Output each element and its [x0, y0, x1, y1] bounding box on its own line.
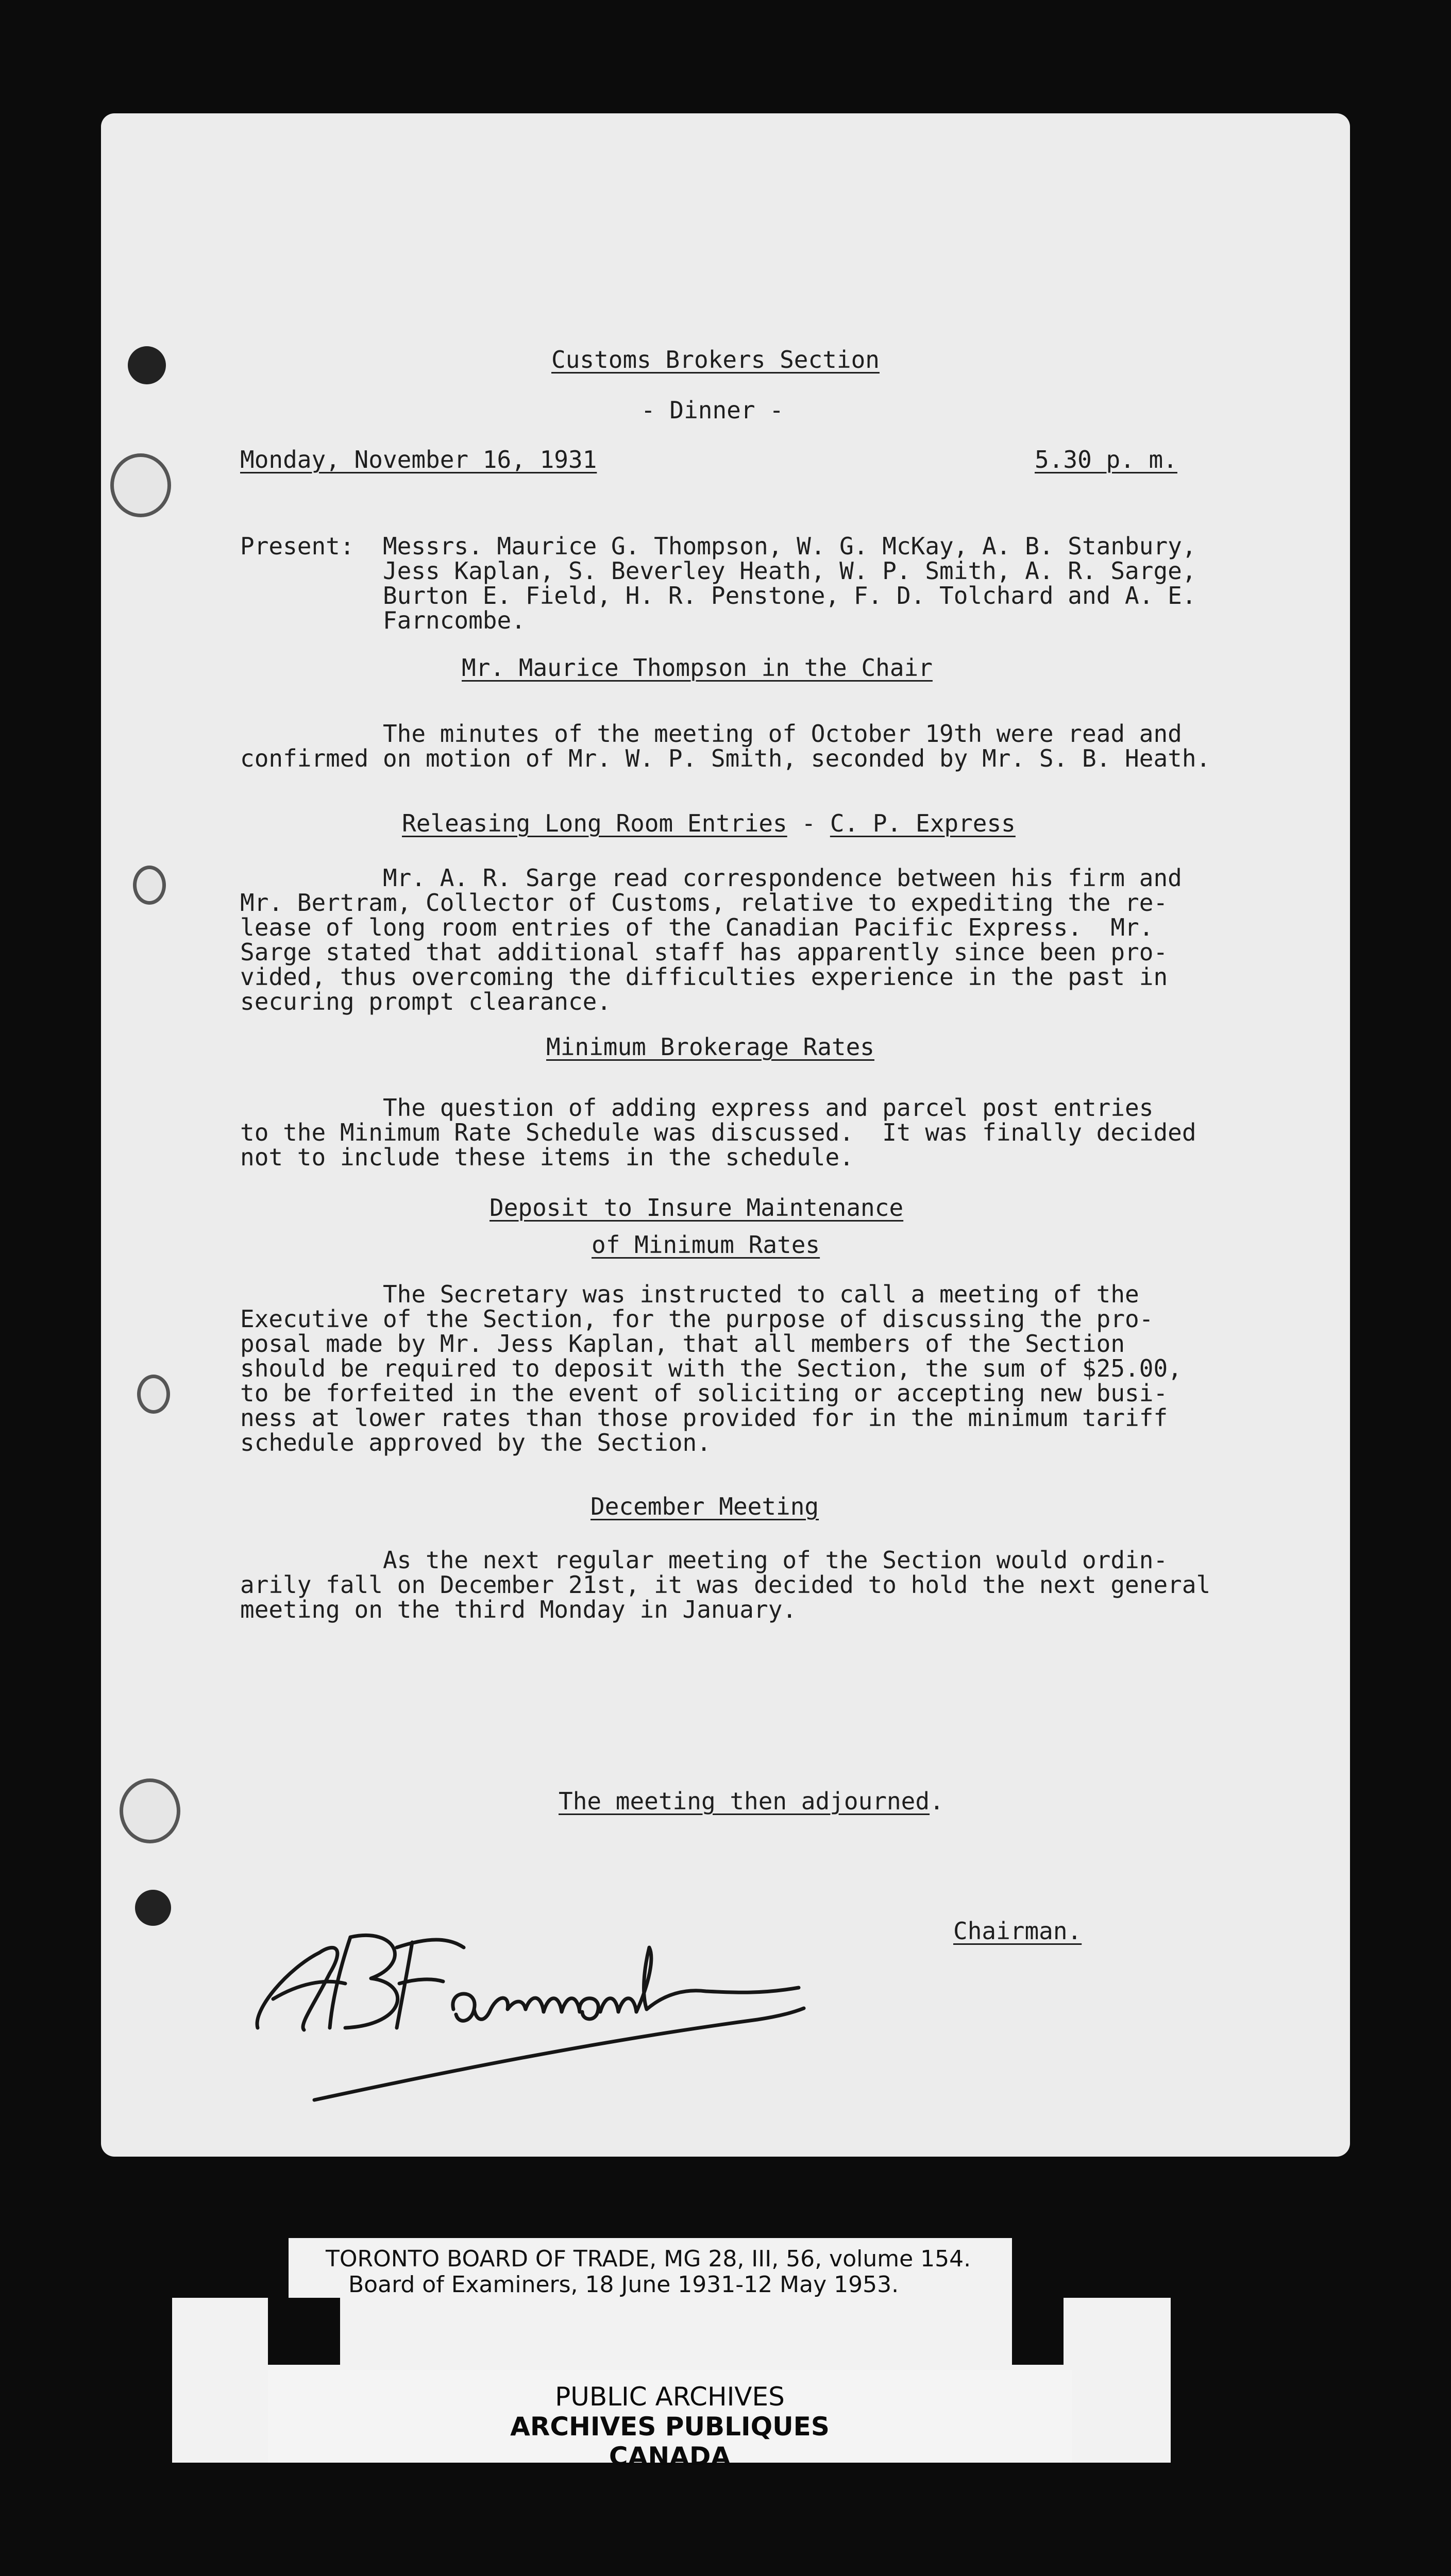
body-line: schedule approved by the Section. [240, 1429, 711, 1456]
body-line: Sarge stated that additional staff has apparently since been pro- [240, 938, 1168, 966]
section-title-part: Releasing Long Room Entries [402, 809, 787, 837]
body-line: to the Minimum Rate Schedule was discussed. It was finally decided [240, 1118, 1196, 1146]
body-line: not to include these items in the schedule. [240, 1143, 854, 1171]
binder-hole-5 [120, 1778, 180, 1843]
present-line: Burton E. Field, H. R. Penstone, F. D. Tolchard and A. E. [240, 582, 1196, 609]
body-line: posal made by Mr. Jess Kaplan, that all members of the Section [240, 1330, 1125, 1358]
body-line: Mr. Bertram, Collector of Customs, relative to expediting the re- [240, 889, 1168, 917]
meeting-date: Monday, November 16, 1931 [240, 446, 597, 473]
page-subheading: - Dinner - [641, 396, 784, 424]
section-title-long-room [402, 811, 1016, 836]
binder-hole-3 [133, 866, 166, 905]
adjourned-period: . [930, 1787, 944, 1815]
minutes-line: confirmed on motion of Mr. W. P. Smith, seconded by Mr. S. B. Heath. [240, 744, 1211, 772]
page-heading: Customs Brokers Section [551, 346, 880, 374]
binder-hole-1 [128, 346, 166, 384]
section-title-minimum-brokerage: Minimum Brokerage Rates [546, 1033, 874, 1061]
body-line: As the next regular meeting of the Section would ordin- [240, 1546, 1168, 1574]
binder-hole-2 [110, 453, 171, 517]
signature [242, 1906, 830, 2102]
archive-stamp-line1: PUBLIC ARCHIVES [555, 2382, 785, 2412]
binder-hole-4 [137, 1375, 170, 1414]
section-title-december: December Meeting [590, 1493, 819, 1520]
minutes-line: The minutes of the meeting of October 19th were read and [240, 720, 1182, 748]
body-line: lease of long room entries of the Canadian Pacific Express. Mr. [240, 913, 1154, 941]
archive-stamp-line2: ARCHIVES PUBLIQUES [510, 2412, 830, 2442]
body-line: arily fall on December 21st, it was decided to hold the next general [240, 1571, 1211, 1599]
body-line: The Secretary was instructed to call a meeting of the [240, 1280, 1139, 1308]
body-line: should be required to deposit with the Section, the sum of $25.00, [240, 1354, 1182, 1382]
archive-citation-line1: TORONTO BOARD OF TRADE, MG 28, III, 56, volume 154. [326, 2246, 971, 2272]
body-line: vided, thus overcoming the difficulties experience in the past in [240, 963, 1168, 991]
body-line: Mr. A. R. Sarge read correspondence between his firm and [240, 864, 1182, 892]
meeting-time: 5.30 p. m. [1035, 446, 1177, 473]
section-title-deposit-line2: of Minimum Rates [592, 1231, 820, 1259]
body-line: ness at lower rates than those provided for in the minimum tariff [240, 1404, 1168, 1432]
adjourned-text: The meeting then adjourned [559, 1787, 930, 1815]
section-title-sep: - [787, 809, 830, 837]
section-title-deposit: Deposit to Insure Maintenance [490, 1194, 904, 1222]
body-line: meeting on the third Monday in January. [240, 1596, 797, 1623]
body-line: securing prompt clearance. [240, 988, 612, 1015]
body-line: Executive of the Section, for the purpose of discussing the pro- [240, 1305, 1154, 1333]
chairman-label: Chairman. [953, 1917, 1082, 1945]
body-line: The question of adding express and parcel post entries [240, 1094, 1154, 1122]
archive-citation-line2: Board of Examiners, 18 June 1931-12 May 1953. [348, 2272, 899, 2298]
section-title-part: C. P. Express [830, 809, 1016, 837]
present-line: Present: Messrs. Maurice G. Thompson, W. G. McKay, A. B. Stanbury, [240, 532, 1196, 560]
adjourned-line [559, 1789, 944, 1814]
label-gap-left [268, 2298, 340, 2365]
chair-heading: Mr. Maurice Thompson in the Chair [462, 654, 933, 682]
body-line: to be forfeited in the event of soliciting or accepting new busi- [240, 1379, 1168, 1407]
present-line: Jess Kaplan, S. Beverley Heath, W. P. Smith, A. R. Sarge, [240, 557, 1196, 585]
present-line: Farncombe. [240, 606, 526, 634]
binder-hole-6 [135, 1890, 171, 1926]
archive-stamp-line3: CANADA [609, 2442, 731, 2471]
label-gap-right [1012, 2298, 1064, 2365]
